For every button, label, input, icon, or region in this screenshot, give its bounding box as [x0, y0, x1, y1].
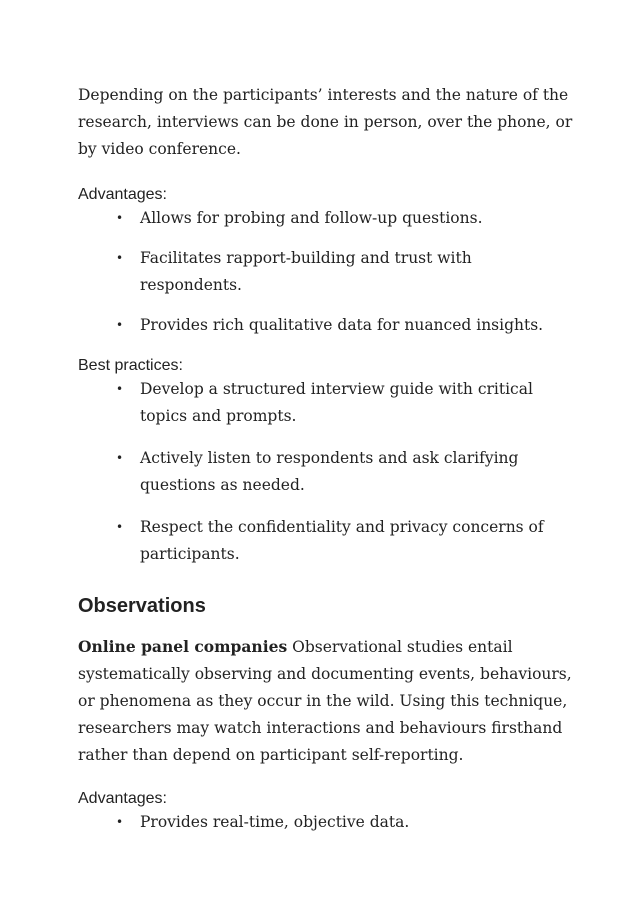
list-item — [78, 514, 578, 568]
intro-paragraph: Depending on the participants’ interests and the nature of the research, interviews can be done in person, over the phone, or by video conference. — [78, 86, 573, 158]
list-item-text: Provides real-time, objective data. — [140, 813, 410, 831]
online-panel-companies-link[interactable]: Online panel companies — [78, 637, 288, 656]
observations-paragraph — [78, 633, 578, 769]
bullet-icon: • — [116, 382, 124, 396]
best-practices-label: Best practices: — [78, 357, 183, 374]
list-item — [78, 445, 578, 499]
bullet-icon: • — [116, 211, 124, 225]
bullet-icon: • — [116, 815, 124, 829]
list-item-text: Actively listen to respondents and ask clarifying questions as needed. — [140, 449, 519, 494]
list-item — [78, 809, 578, 836]
best-practices-list — [78, 376, 578, 568]
advantages-list — [78, 205, 578, 339]
list-item-text: Allows for probing and follow-up questions. — [140, 209, 483, 227]
list-item-text: Provides rich qualitative data for nuanced insights. — [140, 316, 544, 334]
bullet-icon: • — [116, 451, 124, 465]
list-item — [78, 245, 578, 299]
observations-advantages-list — [78, 809, 578, 836]
document-page — [78, 82, 578, 836]
bullet-icon: • — [116, 318, 124, 332]
list-item — [78, 376, 578, 430]
list-item — [78, 205, 578, 232]
list-item-text: Develop a structured interview guide with critical topics and prompts. — [140, 380, 533, 425]
section-heading-observations: Observations — [78, 595, 206, 617]
observations-advantages-label: Advantages: — [78, 790, 167, 807]
list-item — [78, 312, 578, 339]
bullet-icon: • — [116, 520, 124, 534]
advantages-label: Advantages: — [78, 186, 167, 203]
bullet-icon: • — [116, 251, 124, 265]
list-item-text: Respect the confidentiality and privacy concerns of participants. — [140, 518, 544, 563]
observations-paragraph-text: Observational studies entail systematically observing and documenting events, behaviours, or phenomena as they occur in the wild. Using this technique, researchers may watch interactions and behaviours firsthand rather than depend on participant self-reporting. — [78, 638, 572, 764]
list-item-text: Facilitates rapport-building and trust with respondents. — [140, 249, 472, 294]
